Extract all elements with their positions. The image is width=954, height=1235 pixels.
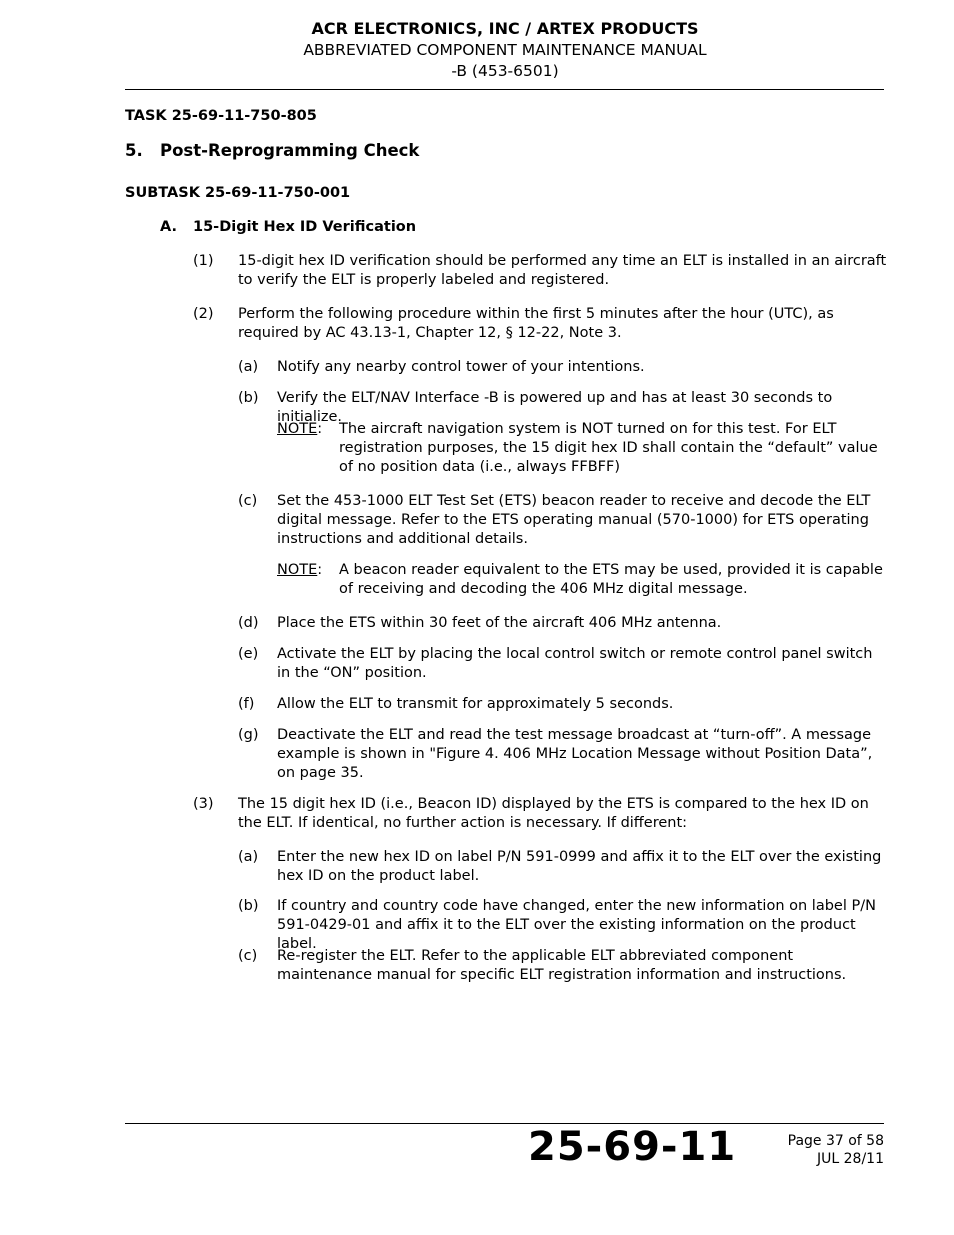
note-1-label: NOTE: bbox=[277, 421, 323, 437]
step-2e-text: Activate the ELT by placing the local control switch or remote control panel switch in the “ON” position. bbox=[277, 646, 873, 681]
header-part-number: -B (453-6501) bbox=[451, 62, 559, 80]
step-2a-text: Notify any nearby control tower of your intentions. bbox=[277, 359, 645, 375]
step-2f-number: (f) bbox=[238, 696, 255, 712]
step-2b-text: Verify the ELT/NAV Interface -B is powered up and has at least 30 seconds to initialize. bbox=[277, 390, 833, 425]
step-2f-text: Allow the ELT to transmit for approximately 5 seconds. bbox=[277, 696, 674, 712]
step-2b-number: (b) bbox=[238, 390, 259, 406]
header-manual-title: ABBREVIATED COMPONENT MAINTENANCE MANUAL bbox=[303, 41, 707, 59]
step-1-text: 15-digit hex ID verification should be performed any time an ELT is installed in an aircraft to verify the ELT is properly labeled and registered. bbox=[238, 253, 887, 288]
step-2e-number: (e) bbox=[238, 646, 259, 662]
step-3-text: The 15 digit hex ID (i.e., Beacon ID) displayed by the ETS is compared to the hex ID on the ELT. If identical, no further action is necessary. If different: bbox=[238, 796, 869, 831]
subsection-letter: A. bbox=[160, 219, 177, 235]
step-3c-number: (c) bbox=[238, 948, 258, 964]
section-title: Post-Reprogramming Check bbox=[160, 141, 420, 160]
note-1-text: The aircraft navigation system is NOT turned on for this test. For ELT registration purposes, the 15 digit hex ID shall contain the “default” value of no position data (i.e., always FFBFF) bbox=[339, 421, 878, 475]
step-3c-text: Re-register the ELT. Refer to the applicable ELT abbreviated component maintenance manual for specific ELT registration information and instructions. bbox=[277, 948, 847, 983]
step-3b-number: (b) bbox=[238, 898, 259, 914]
task-code: TASK 25-69-11-750-805 bbox=[125, 108, 317, 124]
footer-chapter-number: 25-69-11 bbox=[528, 1124, 737, 1170]
subtask-code: SUBTASK 25-69-11-750-001 bbox=[125, 185, 351, 201]
note-2-text: A beacon reader equivalent to the ETS may be used, provided it is capable of receiving and decoding the 406 MHz digital message. bbox=[339, 562, 883, 597]
step-2c-number: (c) bbox=[238, 493, 258, 509]
step-2c-text: Set the 453-1000 ELT Test Set (ETS) beacon reader to receive and decode the ELT digital message. Refer to the ETS operating manual (570-1000) for ETS operating instructions and additional details. bbox=[277, 493, 871, 547]
header-company: ACR ELECTRONICS, INC / ARTEX PRODUCTS bbox=[311, 19, 699, 38]
step-3a-text: Enter the new hex ID on label P/N 591-0999 and affix it to the ELT over the existing hex ID on the product label. bbox=[277, 849, 882, 884]
step-1-number: (1) bbox=[193, 253, 214, 269]
footer-divider bbox=[125, 1123, 884, 1124]
step-3a-number: (a) bbox=[238, 849, 259, 865]
step-2g-text: Deactivate the ELT and read the test message broadcast at “turn-off”. A message example is shown in "Figure 4. 406 MHz Location Message without Position Data”, on page 35. bbox=[277, 727, 873, 781]
step-2a-number: (a) bbox=[238, 359, 259, 375]
note-2-label: NOTE: bbox=[277, 562, 323, 578]
step-2-number: (2) bbox=[193, 306, 214, 322]
step-2-text: Perform the following procedure within the first 5 minutes after the hour (UTC), as required by AC 43.13-1, Chapter 12, § 12-22, Note 3. bbox=[238, 306, 834, 341]
step-3b-text: If country and country code have changed, enter the new information on label P/N 591-0429-01 and affix it to the ELT over the existing information on the product label. bbox=[277, 898, 876, 952]
step-3-number: (3) bbox=[193, 796, 214, 812]
step-2g-number: (g) bbox=[238, 727, 259, 743]
step-2d-text: Place the ETS within 30 feet of the aircraft 406 MHz antenna. bbox=[277, 615, 722, 631]
header-divider bbox=[125, 89, 884, 90]
step-2d-number: (d) bbox=[238, 615, 259, 631]
subsection-title: 15-Digit Hex ID Verification bbox=[193, 219, 417, 235]
footer-date: JUL 28/11 bbox=[817, 1151, 884, 1167]
footer-page-number: Page 37 of 58 bbox=[787, 1133, 884, 1149]
section-number: 5. bbox=[125, 141, 143, 160]
